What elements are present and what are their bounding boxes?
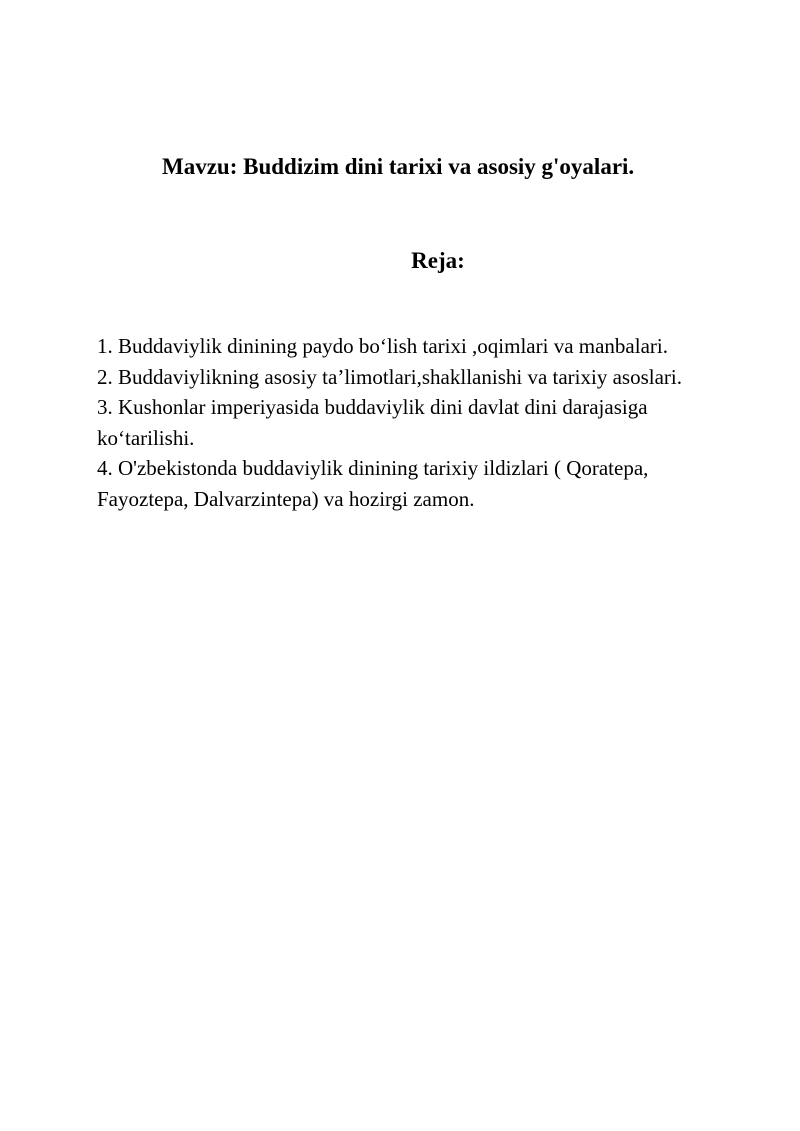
plan-item-2: 2. Buddaviylikning asosiy ta’limotlari,shakllanishi va tarixiy asoslari.	[97, 364, 682, 389]
plan-list	[97, 331, 742, 514]
document-topic-title: Mavzu: Buddizim dini tarixi va asosiy g'oyalari.	[162, 154, 635, 179]
plan-item-1: 1. Buddaviylik dinining paydo bo‘lish tarixi ,oqimlari va manbalari.	[97, 334, 668, 358]
plan-heading: Reja:	[411, 248, 465, 273]
plan-item-3: 3. Kushonlar imperiyasida buddaviylik dini davlat dini darajasiga ko‘tarilishi.	[97, 395, 648, 450]
plan-item-4: 4. O'zbekistonda buddaviylik dinining tarixiy ildizlari ( Qoratepa, Fayoztepa, Dalvarzintepa) va hozirgi zamon.	[97, 456, 649, 511]
